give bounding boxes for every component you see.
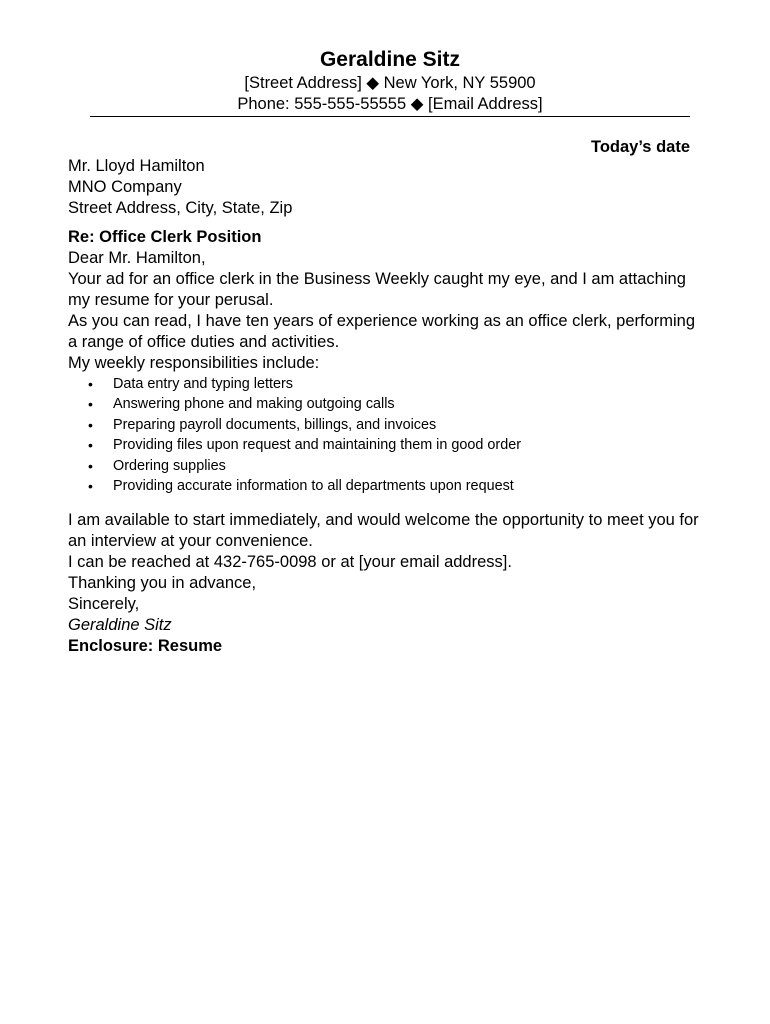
sender-address: [Street Address] ◆ New York, NY 55900 <box>244 74 536 92</box>
enclosure-line: Enclosure: Resume <box>68 637 223 656</box>
intro-paragraph: Your ad for an office clerk in the Business Weekly caught my eye, and I am attaching my resume for your perusal. <box>68 270 686 309</box>
contact-paragraph: I can be reached at 432-765-0098 or at [your email address]. <box>68 553 512 572</box>
bullet-icon: • <box>88 376 93 392</box>
recipient-block <box>68 156 708 219</box>
list-item: • Answering phone and making outgoing calls <box>68 394 708 414</box>
list-item: • Providing files upon request and maintaining them in good order <box>68 435 708 455</box>
sender-name: Geraldine Sitz <box>319 48 461 71</box>
bullet-icon: • <box>88 437 93 454</box>
list-item: • Preparing payroll documents, billings, and invoices <box>68 415 708 435</box>
bullet-icon: • <box>88 416 93 433</box>
letter-body <box>68 156 708 657</box>
recipient-company: MNO Company <box>68 178 182 196</box>
recipient-address: Street Address, City, State, Zip <box>68 199 293 217</box>
responsibilities-list <box>68 374 708 496</box>
thanks-line: Thanking you in advance, <box>68 574 257 593</box>
list-item: • Ordering supplies <box>68 456 708 476</box>
recipient-name: Mr. Lloyd Hamilton <box>68 157 205 175</box>
list-item: • Providing accurate information to all departments upon request <box>68 476 708 496</box>
letterhead <box>90 47 690 115</box>
list-item: • Data entry and typing letters <box>68 374 708 394</box>
availability-paragraph: I am available to start immediately, and would welcome the opportunity to meet you for an interview at your convenience. <box>68 511 699 551</box>
bullet-icon: • <box>88 478 93 495</box>
letter-date: Today’s date <box>590 138 690 156</box>
signature: Geraldine Sitz <box>68 616 172 635</box>
responsibilities-intro: My weekly responsibilities include: <box>68 354 320 372</box>
experience-paragraph: As you can read, I have ten years of experience working as an office clerk, performing a range of office duties and activities. <box>68 312 696 351</box>
subject-line: Re: Office Clerk Position <box>68 228 262 246</box>
header-divider <box>90 116 690 117</box>
salutation: Dear Mr. Hamilton, <box>68 249 206 267</box>
closing-line: Sincerely, <box>68 595 140 614</box>
bullet-icon: • <box>88 457 93 474</box>
bullet-icon: • <box>88 396 93 413</box>
sender-contact: Phone: 555-555-55555 ◆ [Email Address] <box>237 95 543 113</box>
